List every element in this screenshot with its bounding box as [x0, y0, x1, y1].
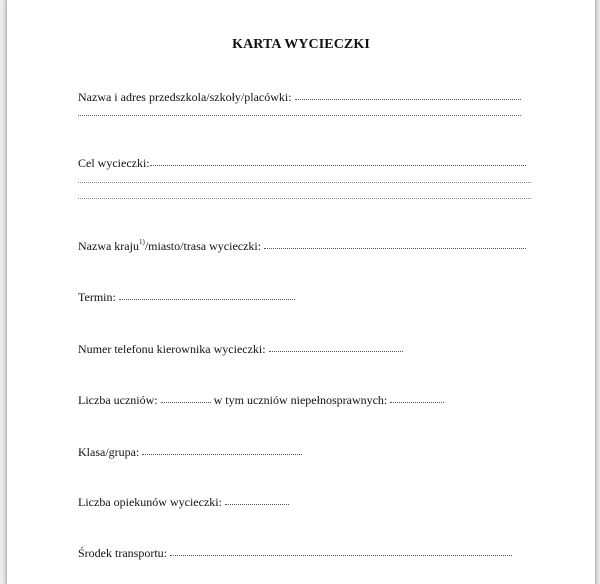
fill-in-line[interactable]: [150, 162, 526, 166]
fill-in-line[interactable]: [269, 348, 403, 352]
field-label: Cel wycieczki:: [78, 156, 150, 170]
field-label: Środek transportu:: [78, 546, 167, 560]
fill-in-line[interactable]: [225, 501, 289, 505]
field-label: Nazwa i adres przedszkola/szkoły/placówki:: [78, 90, 292, 104]
field-label-prefix: Nazwa kraju: [78, 239, 139, 253]
field-student-count[interactable]: [78, 393, 444, 407]
field-guardian-count[interactable]: [78, 495, 289, 509]
document-page: [6, 0, 596, 584]
field-sub-label: w tym uczniów niepełnosprawnych:: [213, 393, 388, 407]
field-label: Termin:: [78, 290, 116, 304]
fill-in-line-disabled-students[interactable]: [390, 399, 444, 403]
field-trip-purpose[interactable]: [78, 156, 526, 170]
field-label: Numer telefonu kierownika wycieczki:: [78, 342, 266, 356]
field-class-group[interactable]: [78, 445, 302, 459]
field-label: Liczba uczniów:: [78, 393, 158, 407]
fill-in-line[interactable]: [119, 296, 295, 300]
field-institution-name[interactable]: [78, 90, 521, 104]
field-transport[interactable]: [78, 546, 512, 560]
fill-in-line[interactable]: [142, 451, 302, 455]
footnote-marker: 1): [138, 238, 145, 246]
fill-in-line-institution-2[interactable]: [78, 114, 521, 116]
fill-in-line-students[interactable]: [161, 399, 211, 403]
field-label: Liczba opiekunów wycieczki:: [78, 495, 222, 509]
field-date[interactable]: [78, 290, 295, 304]
fill-in-line-purpose-3[interactable]: [78, 197, 531, 199]
field-label-suffix: /miasto/trasa wycieczki:: [144, 239, 262, 253]
fill-in-line[interactable]: [295, 96, 521, 100]
field-country-city-route[interactable]: [78, 239, 526, 253]
field-label: Klasa/grupa:: [78, 445, 140, 459]
field-leader-phone[interactable]: [78, 342, 403, 356]
fill-in-line-purpose-2[interactable]: [78, 181, 531, 183]
fill-in-line[interactable]: [264, 245, 526, 249]
fill-in-line[interactable]: [170, 552, 512, 556]
document-title: KARTA WYCIECZKI: [232, 37, 370, 52]
